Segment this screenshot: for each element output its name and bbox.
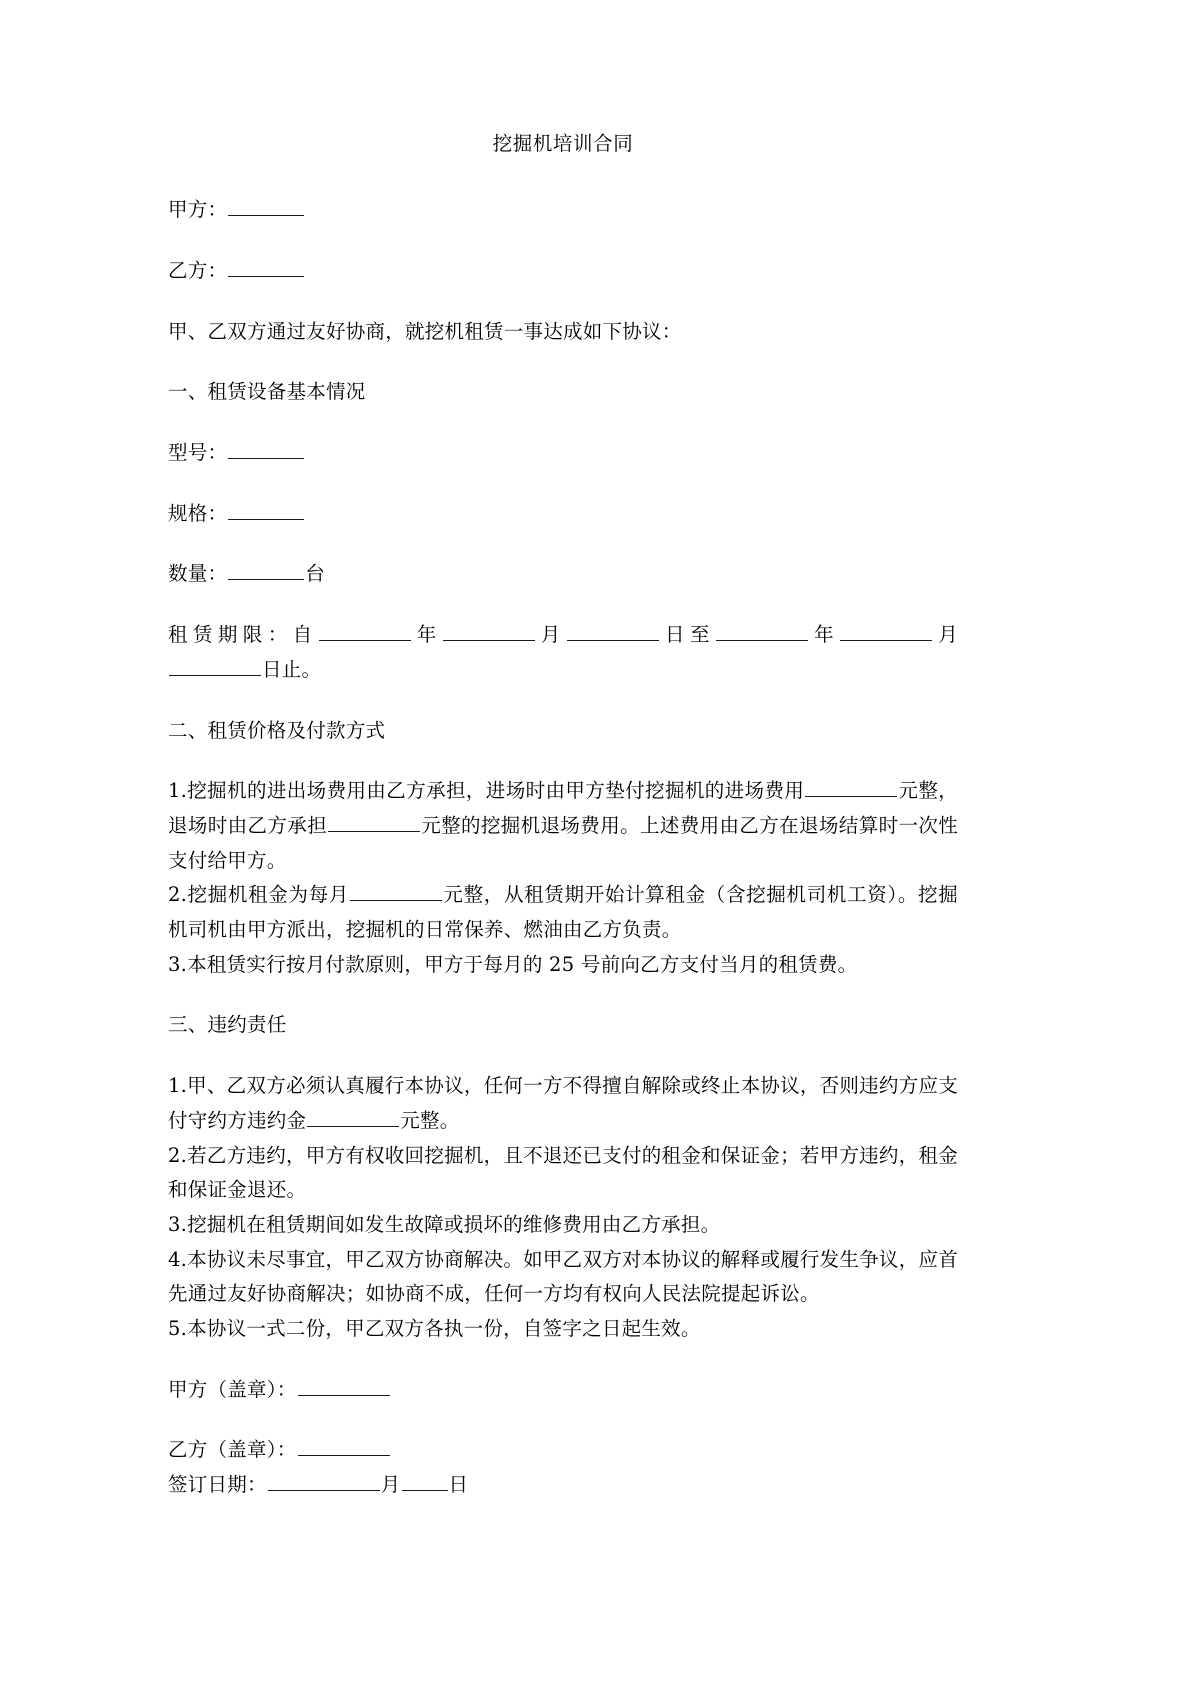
section-2-items: [168, 774, 958, 982]
party-a-seal-line: [168, 1373, 958, 1408]
page-title: 挖掘机培训合同: [492, 132, 634, 155]
lease-start-day-unit: 日: [659, 623, 690, 647]
clause-3-2: [168, 1139, 958, 1208]
clause-2-1-number: 1.: [168, 779, 188, 803]
field-model-blank[interactable]: [228, 440, 304, 459]
clause-3-5-number: 5.: [168, 1317, 188, 1341]
clause-3-4-number: 4.: [168, 1247, 188, 1271]
clause-3-1: [168, 1069, 958, 1138]
lease-term-end: 日止。: [262, 657, 322, 681]
field-spec-line: [168, 497, 958, 532]
section-1-heading: 一、租赁设备基本情况: [168, 380, 366, 404]
lease-end-year-unit: 年: [808, 623, 840, 647]
lease-start-month-blank[interactable]: [443, 622, 535, 641]
party-b-label: 乙方：: [168, 258, 228, 282]
clause-2-1-text-part2: 元整，退场时由乙方承担: [168, 779, 958, 837]
clause-2-2-blank-monthly-rent[interactable]: [350, 882, 442, 901]
sign-date-line: [168, 1468, 958, 1503]
field-quantity-line: [168, 557, 958, 592]
party-a-seal-blank[interactable]: [298, 1377, 390, 1396]
lease-term-mid: 至: [689, 623, 715, 647]
clause-2-1-blank-entry-fee[interactable]: [805, 778, 897, 797]
sign-date-month-unit: 月: [380, 1473, 401, 1497]
sign-date-day-blank[interactable]: [402, 1472, 448, 1491]
party-a-seal-label: 甲方（盖章）：: [168, 1377, 297, 1401]
party-b-line: [168, 254, 958, 289]
clause-3-4: [168, 1243, 958, 1312]
section-2-heading: 二、租赁价格及付款方式: [168, 718, 386, 742]
field-model-line: [168, 436, 958, 471]
section-3-heading: 三、违约责任: [168, 1013, 287, 1037]
clause-3-5: [168, 1312, 958, 1347]
clause-3-1-text-part2: 元整。: [400, 1108, 460, 1132]
clause-2-2-text-part2: 元整，从租赁期开始计算租金（含挖掘机司机工资）。挖掘机司机由甲方派出，挖掘机的日常保养、燃油由乙方负责。: [168, 883, 958, 942]
lease-end-day-blank[interactable]: [169, 657, 261, 676]
party-a-label: 甲方：: [168, 198, 228, 222]
clause-2-3-text: 本租赁实行按月付款原则，甲方于每月的 25 号前向乙方支付当月的租赁费。: [187, 952, 858, 976]
lease-term-line: [168, 618, 958, 687]
field-quantity-blank[interactable]: [228, 561, 304, 580]
clause-3-2-number: 2.: [168, 1143, 188, 1167]
section-3-items: [168, 1069, 958, 1347]
clause-2-2-text-part1: 挖掘机租金为每月: [187, 883, 349, 907]
clause-3-5-text: 本协议一式二份，甲乙双方各执一份，自签字之日起生效。: [187, 1317, 701, 1341]
clause-3-1-number: 1.: [168, 1074, 188, 1098]
lease-start-day-blank[interactable]: [567, 622, 659, 641]
clause-2-3: [168, 948, 958, 983]
clause-3-3-text: 挖掘机在租赁期间如发生故障或损坏的维修费用由乙方承担。: [187, 1212, 721, 1236]
sign-date-month-blank[interactable]: [268, 1472, 380, 1491]
party-a-blank[interactable]: [228, 197, 304, 216]
clause-2-1: [168, 774, 958, 878]
party-b-seal-blank[interactable]: [298, 1438, 390, 1457]
field-spec-blank[interactable]: [228, 501, 304, 520]
clause-3-2-text: 若乙方违约，甲方有权收回挖掘机，且不退还已支付的租金和保证金；若甲方违约，租金和保证金退还。: [168, 1143, 958, 1202]
lease-end-month-unit: 月: [933, 623, 958, 647]
document-body: [168, 128, 958, 1503]
clause-2-1-text-part3: 元整的挖掘机退场费用。上述费用由乙方在退场结算时一次性支付给甲方。: [168, 813, 958, 872]
field-spec-label: 规格：: [168, 501, 228, 525]
field-model-label: 型号：: [168, 441, 228, 464]
lease-end-month-blank[interactable]: [840, 622, 932, 641]
clause-3-3-number: 3.: [168, 1212, 188, 1236]
party-b-seal-line: [168, 1433, 958, 1468]
signature-block: [168, 1433, 958, 1502]
party-a-line: [168, 193, 958, 228]
lease-start-year-unit: 年: [411, 623, 442, 647]
clause-2-1-text-part1: 挖掘机的进出场费用由乙方承担，进场时由甲方垫付挖掘机的进场费用: [187, 779, 805, 803]
clause-3-1-blank-penalty[interactable]: [307, 1108, 399, 1127]
clause-2-2: [168, 878, 958, 947]
clause-3-3: [168, 1208, 958, 1243]
lease-end-year-blank[interactable]: [716, 622, 808, 641]
sign-date-day-unit: 日: [448, 1473, 469, 1497]
clause-2-3-number: 3.: [168, 952, 188, 976]
sign-date-label: 签订日期：: [168, 1473, 267, 1497]
lease-start-month-unit: 月: [535, 623, 566, 647]
field-quantity-unit: 台: [305, 562, 326, 586]
clause-2-2-number: 2.: [168, 883, 188, 907]
clause-3-1-text-part1: 甲、乙双方必须认真履行本协议，任何一方不得擅自解除或终止本协议，否则违约方应支付守约方违约金: [168, 1074, 958, 1132]
clause-2-1-blank-exit-fee[interactable]: [328, 813, 420, 832]
clause-3-4-text: 本协议未尽事宜，甲乙双方协商解决。如甲乙双方对本协议的解释或履行发生争议，应首先通过友好协商解决；如协商不成，任何一方均有权向人民法院提起诉讼。: [168, 1247, 958, 1306]
lease-start-year-blank[interactable]: [319, 622, 411, 641]
lease-term-prefix: 租赁期限：自: [168, 623, 318, 647]
preamble-paragraph: 甲、乙双方通过友好协商，就挖机租赁一事达成如下协议：: [168, 319, 682, 343]
field-quantity-label: 数量：: [168, 562, 228, 586]
party-b-seal-label: 乙方（盖章）：: [168, 1438, 297, 1462]
party-b-blank[interactable]: [228, 258, 304, 277]
